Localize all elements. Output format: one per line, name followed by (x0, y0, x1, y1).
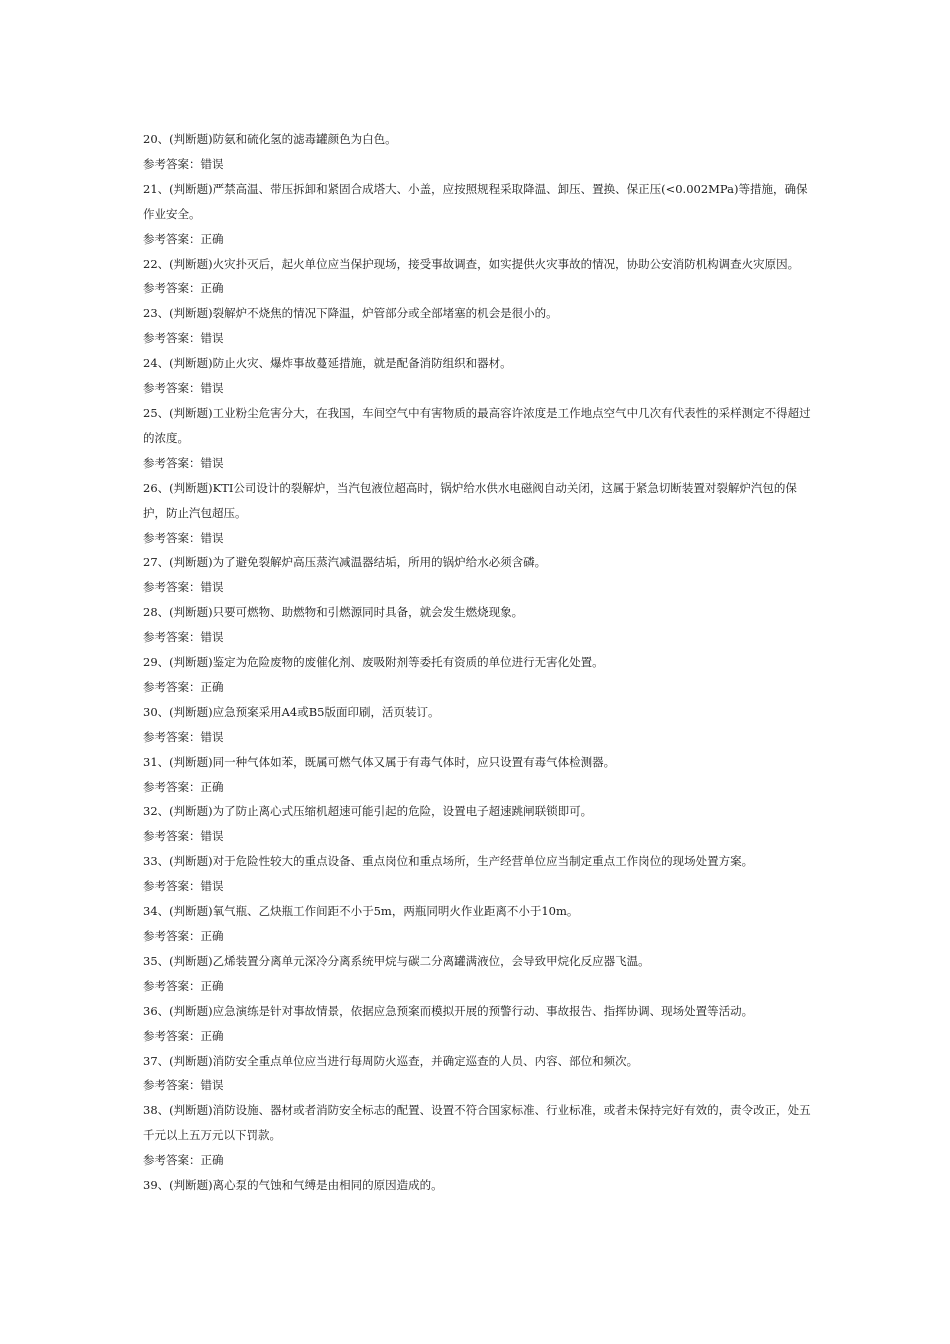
answer-text: 参考答案：错误 (143, 455, 224, 470)
answer-text: 参考答案：正确 (143, 779, 224, 794)
question-block (143, 401, 811, 476)
answer-text: 参考答案：正确 (143, 1153, 224, 1168)
question-block (143, 600, 811, 650)
answer-text: 参考答案：错误 (143, 381, 224, 396)
question-block (143, 949, 811, 999)
answer-text: 参考答案：错误 (143, 331, 224, 346)
question-text: 30、(判断题)应急预案采用A4或B5版面印刷，活页装订。 (143, 704, 440, 719)
question-block (143, 1173, 811, 1198)
answer-text: 参考答案：错误 (143, 879, 224, 894)
question-block (143, 799, 811, 849)
question-block (143, 127, 811, 177)
question-text: 24、(判断题)防止火灾、爆炸事故蔓延措施，就是配备消防组织和器材。 (143, 356, 512, 371)
answer-text: 参考答案：正确 (143, 281, 224, 296)
question-block (143, 650, 811, 700)
question-text: 39、(判断题)离心泵的气蚀和气缚是由相同的原因造成的。 (143, 1178, 443, 1193)
question-text: 29、(判断题)鉴定为危险废物的废催化剂、废吸附剂等委托有资质的单位进行无害化处置。 (143, 655, 604, 670)
question-text: 33、(判断题)对于危险性较大的重点设备、重点岗位和重点场所，生产经营单位应当制定重点工作岗位的现场处置方案。 (143, 854, 754, 869)
answer-text: 参考答案：错误 (143, 729, 224, 744)
question-text: 26、(判断题)KTI公司设计的裂解炉，当汽包液位超高时，锅炉给水供水电磁阀自动关闭，这属于紧急切断装置对裂解炉汽包的保护，防止汽包超压。 (143, 480, 797, 520)
question-text: 28、(判断题)只要可燃物、助燃物和引燃源同时具备，就会发生燃烧现象。 (143, 605, 524, 620)
question-text: 34、(判断题)氧气瓶、乙炔瓶工作间距不小于5m，两瓶同明火作业距离不小于10m。 (143, 904, 579, 919)
answer-text: 参考答案：正确 (143, 679, 224, 694)
question-block (143, 849, 811, 899)
question-text: 35、(判断题)乙烯装置分离单元深冷分离系统甲烷与碳二分离罐满液位，会导致甲烷化反应器飞温。 (143, 953, 650, 968)
question-block (143, 252, 811, 302)
question-block (143, 301, 811, 351)
question-text: 31、(判断题)同一种气体如苯，既属可燃气体又属于有毒气体时，应只设置有毒气体检测器。 (143, 754, 616, 769)
question-text: 20、(判断题)防氨和硫化氢的滤毒罐颜色为白色。 (143, 132, 397, 146)
question-block (143, 476, 811, 551)
question-text: 37、(判断题)消防安全重点单位应当进行每周防火巡查，并确定巡查的人员、内容、部位和频次。 (143, 1053, 639, 1068)
answer-text: 参考答案：错误 (143, 156, 224, 171)
answer-text: 参考答案：正确 (143, 1028, 224, 1043)
question-text: 27、(判断题)为了避免裂解炉高压蒸汽减温器结垢，所用的锅炉给水必须含磷。 (143, 555, 547, 570)
question-text: 38、(判断题)消防设施、器材或者消防安全标志的配置、设置不符合国家标准、行业标准，或者未保持完好有效的，责令改正，处五千元以上五万元以下罚款。 (143, 1103, 811, 1143)
question-block (143, 750, 811, 800)
question-block (143, 999, 811, 1049)
question-text: 32、(判断题)为了防止离心式压缩机超速可能引起的危险，设置电子超速跳闸联锁即可。 (143, 804, 593, 819)
answer-text: 参考答案：错误 (143, 829, 224, 844)
answer-text: 参考答案：错误 (143, 530, 224, 545)
answer-text: 参考答案：正确 (143, 929, 224, 943)
question-block (143, 899, 811, 949)
question-block (143, 177, 811, 252)
answer-text: 参考答案：正确 (143, 978, 224, 993)
question-block (143, 1049, 811, 1099)
question-block (143, 700, 811, 750)
answer-text: 参考答案：错误 (143, 1078, 224, 1093)
question-block (143, 550, 811, 600)
question-text: 22、(判断题)火灾扑灭后，起火单位应当保护现场，接受事故调查，如实提供火灾事故的情况，协助公安消防机构调查火灾原因。 (143, 256, 800, 271)
document-page (143, 127, 811, 1198)
question-text: 25、(判断题)工业粉尘危害分大，在我国，车间空气中有害物质的最高容许浓度是工作地点空气中几次有代表性的采样测定不得超过的浓度。 (143, 405, 811, 445)
question-block (143, 351, 811, 401)
question-text: 21、(判断题)严禁高温、带压拆卸和紧固合成塔大、小盖，应按照规程采取降温、卸压、置换、保正压(<0.002MPa)等措施，确保作业安全。 (143, 181, 808, 221)
question-block (143, 1098, 811, 1173)
question-text: 23、(判断题)裂解炉不烧焦的情况下降温，炉管部分或全部堵塞的机会是很小的。 (143, 306, 558, 321)
answer-text: 参考答案：错误 (143, 580, 224, 595)
answer-text: 参考答案：正确 (143, 231, 224, 246)
question-text: 36、(判断题)应急演练是针对事故情景，依据应急预案而模拟开展的预警行动、事故报告、指挥协调、现场处置等活动。 (143, 1003, 754, 1018)
answer-text: 参考答案：错误 (143, 630, 224, 645)
